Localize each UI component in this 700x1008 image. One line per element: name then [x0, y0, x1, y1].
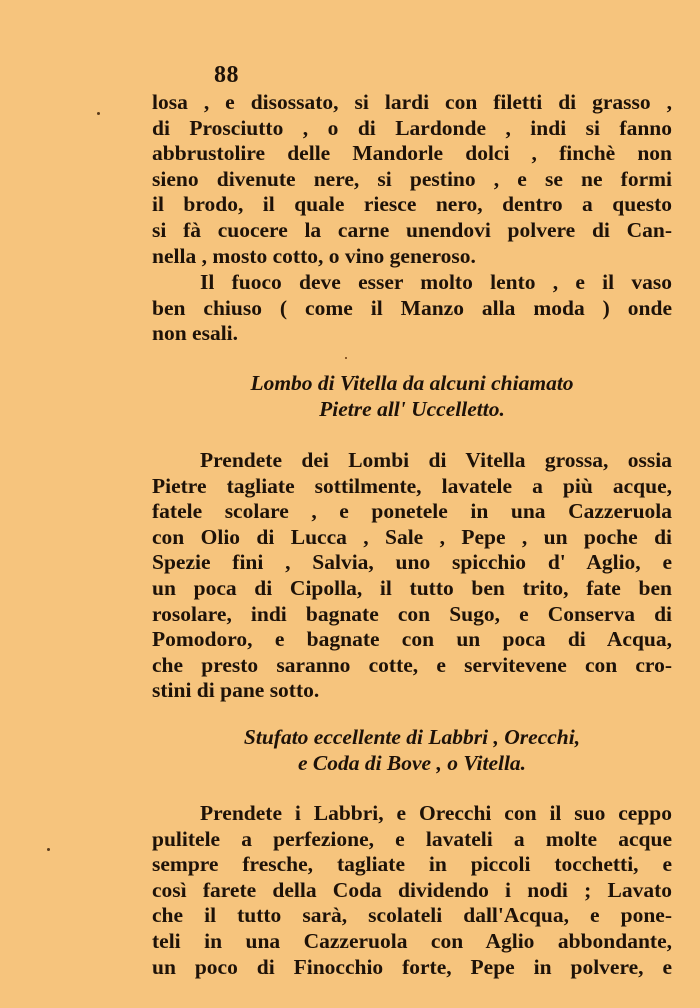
text-line: ben chiuso ( come il Manzo alla moda ) onde — [152, 295, 672, 320]
paper-speck — [97, 112, 100, 115]
text-line: Prendete i Labbri, e Orecchi con il suo ceppo — [200, 801, 672, 825]
heading-line: Stufato eccellente di Labbri , Orecchi, — [243, 725, 581, 749]
paragraph-3 — [152, 448, 672, 704]
text-line: sempre fresche, tagliate in piccoli tocchetti, e — [152, 852, 672, 877]
text-line: che presto saranno cotte, e servitevene con cro- — [152, 652, 672, 677]
text-line: sieno divenute nere, si pestino , e se ne formi — [152, 166, 672, 191]
text-line: con Olio di Lucca , Sale , Pepe , un poche di — [152, 524, 672, 549]
text-line: un poca di Cipolla, il tutto ben trito, fate ben — [152, 575, 672, 600]
paragraph-4 — [152, 801, 672, 980]
paragraph-2 — [152, 270, 672, 347]
text-line: nella , mosto cotto, o vino generoso. — [152, 243, 476, 268]
text-line: fatele scolare , e ponetele in una Cazzeruola — [152, 499, 672, 524]
text-line: così farete della Coda dividendo i nodi ; Lavato — [152, 877, 672, 902]
text-line: il brodo, il quale riesce nero, dentro a questo — [152, 192, 672, 217]
text-line: teli in una Cazzeruola con Aglio abbondante, — [152, 928, 672, 953]
text-line: Il fuoco deve esser molto lento , e il vaso — [200, 270, 672, 294]
paragraph-1 — [152, 90, 672, 269]
section-heading-lombo — [152, 370, 672, 422]
heading-line: Lombo di Vitella da alcuni chiamato — [250, 371, 574, 395]
text-line: che il tutto sarà, scolateli dall'Acqua, e pone- — [152, 903, 672, 928]
text-line: stini di pane sotto. — [152, 678, 320, 703]
separator-mark — [345, 357, 347, 359]
paper-speck — [47, 848, 50, 851]
text-line: abbrustolire delle Mandorle dolci , finchè non — [152, 141, 672, 166]
text-line: non esali. — [152, 321, 239, 346]
text-line: pulitele a perfezione, e lavateli a molte acque — [152, 826, 672, 851]
text-line: Spezie fini , Salvia, uno spicchio d' Aglio, e — [152, 550, 672, 575]
text-line: Pietre tagliate sottilmente, lavatele a più acque, — [152, 473, 672, 498]
heading-line: Pietre all' Uccelletto. — [319, 397, 505, 421]
text-line: un poco di Finocchio forte, Pepe in polvere, e — [152, 954, 672, 979]
text-line: losa , e disossato, si lardi con filetti di grasso , — [152, 90, 672, 114]
heading-line: e Coda di Bove , o Vitella. — [297, 751, 527, 775]
text-line: rosolare, indi bagnate con Sugo, e Conserva di — [152, 601, 672, 626]
section-heading-stufato — [152, 724, 672, 776]
text-line: di Prosciutto , o di Lardonde , indi si fanno — [152, 115, 672, 140]
page-number: 88 — [214, 62, 239, 88]
text-line: Pomodoro, e bagnate con un poca di Acqua, — [152, 627, 672, 652]
text-line: Prendete dei Lombi di Vitella grossa, ossia — [200, 448, 672, 472]
text-line: si fà cuocere la carne unendovi polvere di Can- — [152, 217, 672, 242]
